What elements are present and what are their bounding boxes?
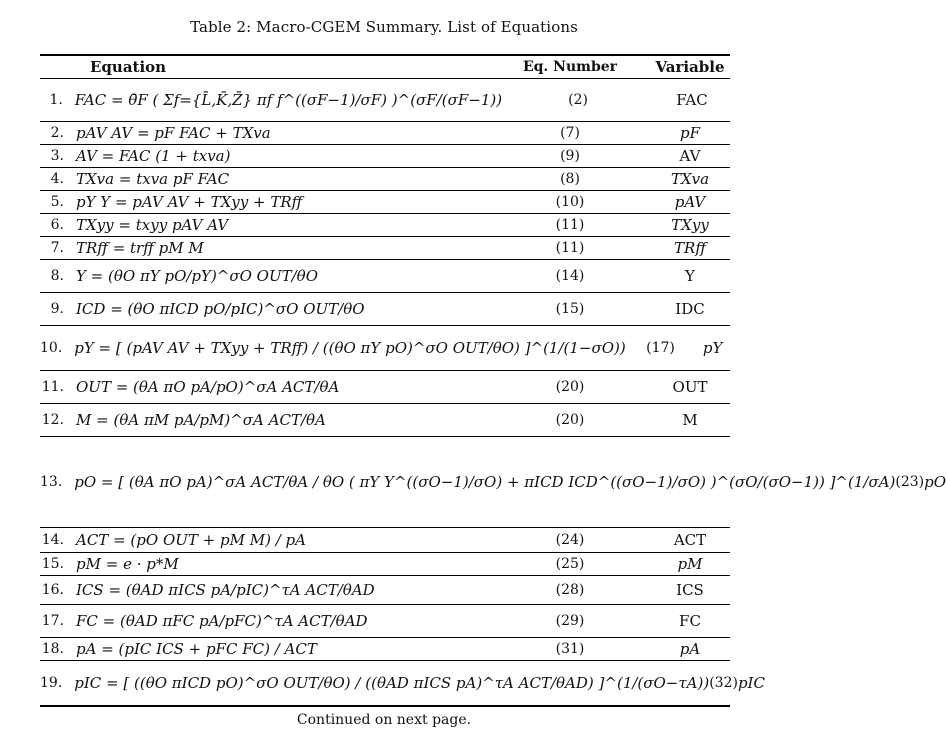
row-variable: AV <box>679 147 701 165</box>
row-equation: TXyy = txyy pAV AV <box>76 216 229 234</box>
row-number: 16. <box>41 582 64 598</box>
table-row <box>40 528 730 552</box>
table-row <box>40 576 730 604</box>
row-equation: M = (θA πM pA/pM)^σA ACT/θA <box>76 411 326 429</box>
table-row <box>40 326 730 370</box>
row-variable: M <box>682 411 698 429</box>
row-eq-number: (32) <box>709 675 738 691</box>
row-eq-number: (7) <box>560 125 580 141</box>
table-row <box>40 404 730 436</box>
table-row <box>40 260 730 292</box>
row-eq-number: (20) <box>555 412 585 428</box>
table-row <box>40 371 730 403</box>
row-variable: IDC <box>675 300 705 318</box>
continued-note: Continued on next page. <box>296 712 472 728</box>
row-eq-number: (15) <box>555 301 585 317</box>
row-eq-number: (17) <box>646 340 675 356</box>
row-number: 7. <box>50 240 64 256</box>
table-row <box>40 605 730 637</box>
row-number: 8. <box>50 268 64 284</box>
table-row <box>40 214 730 236</box>
row-variable: TXyy <box>671 216 709 234</box>
table-row <box>40 293 730 325</box>
table-row <box>40 553 730 575</box>
row-eq-number: (11) <box>555 240 585 256</box>
table-row <box>40 437 946 527</box>
row-equation: ICD = (θO πICD pO/pIC)^σO OUT/θO <box>76 300 365 318</box>
row-number: 4. <box>50 171 64 187</box>
header-equation: Equation <box>90 58 167 76</box>
row-equation: pY = [ (pAV AV + TXyy + TRff) / ((θO πY pO)^σO OUT/θO) ]^(1/(1−σO)) <box>74 339 626 357</box>
header-eq-number: Eq. Number <box>522 59 618 75</box>
row-equation: ICS = (θAD πICS pA/pIC)^τA ACT/θAD <box>76 581 375 599</box>
row-variable: ICS <box>676 581 704 599</box>
row-eq-number: (9) <box>560 148 580 164</box>
table-row <box>40 661 765 705</box>
table-row <box>40 79 730 121</box>
row-number: 13. <box>40 474 63 490</box>
row-number: 10. <box>40 340 63 356</box>
table-body <box>40 79 946 707</box>
row-eq-number: (28) <box>555 582 585 598</box>
row-eq-number: (11) <box>555 217 585 233</box>
row-variable: pF <box>679 124 700 142</box>
row-variable: pIC <box>737 674 765 692</box>
table-row <box>40 168 730 190</box>
row-number: 17. <box>41 613 64 629</box>
row-number: 11. <box>41 379 64 395</box>
row-variable: pO <box>924 473 946 491</box>
row-eq-number: (14) <box>555 268 585 284</box>
row-number: 3. <box>50 148 64 164</box>
row-equation: pY Y = pAV AV + TXyy + TRff <box>76 193 303 211</box>
row-number: 6. <box>50 217 64 233</box>
row-eq-number: (20) <box>555 379 585 395</box>
row-equation: pO = [ (θA πO pA)^σA ACT/θA / θO ( πY Y^((σO−1)/σO) + πICD ICD^((σO−1)/σO) )^(σO/(σO−1)) ]^(1/σA) <box>74 473 896 491</box>
row-equation: Y = (θO πY pO/pY)^σO OUT/θO <box>76 267 318 285</box>
row-eq-number: (10) <box>555 194 585 210</box>
row-number: 9. <box>50 301 64 317</box>
row-equation: pM = e · p*M <box>76 555 179 573</box>
row-number: 12. <box>41 412 64 428</box>
row-variable: Y <box>685 267 695 285</box>
row-equation: pAV AV = pF FAC + TXva <box>76 124 271 142</box>
row-variable: TXva <box>670 170 710 188</box>
row-variable: OUT <box>672 378 708 396</box>
row-equation: FAC = θ̄F ( Σf={L̄,K̄,Z̄} πf f^((σF−1)/σF) )^(σF/(σF−1)) <box>74 91 503 109</box>
bottom-rule <box>40 705 730 707</box>
row-number: 2. <box>50 125 64 141</box>
row-equation: ACT = (pO OUT + pM M) / pA <box>76 531 306 549</box>
table-header <box>40 56 730 78</box>
row-eq-number: (2) <box>568 92 588 108</box>
row-equation: FC = (θAD πFC pA/pFC)^τA ACT/θAD <box>76 612 368 630</box>
row-number: 5. <box>50 194 64 210</box>
table-row <box>40 191 730 213</box>
row-variable: FC <box>679 612 701 630</box>
row-eq-number: (31) <box>555 641 585 657</box>
row-equation: AV = FAC (1 + txva) <box>76 147 231 165</box>
header-variable: Variable <box>655 58 725 76</box>
row-eq-number: (8) <box>560 171 580 187</box>
row-eq-number: (25) <box>555 556 585 572</box>
row-number: 14. <box>41 532 64 548</box>
row-number: 15. <box>41 556 64 572</box>
row-eq-number: (29) <box>555 613 585 629</box>
row-variable: pA <box>679 640 701 658</box>
row-variable: pAV <box>674 193 706 211</box>
row-variable: ACT <box>673 531 707 549</box>
table-row <box>40 237 730 259</box>
table-row <box>40 122 730 144</box>
table-caption: Table 2: Macro-CGEM Summary. List of Equations <box>190 18 578 36</box>
row-equation: pA = (pIC ICS + pFC FC) / ACT <box>76 640 317 658</box>
row-equation: pIC = [ ((θO πICD pO)^σO OUT/θO) / ((θAD πICS pA)^τA ACT/θAD) ]^(1/(σO−τA)) <box>74 674 710 692</box>
table-row <box>40 145 730 167</box>
row-variable: FAC <box>676 91 708 109</box>
row-variable: TRff <box>674 239 706 257</box>
row-number: 19. <box>40 675 63 691</box>
row-equation: TXva = txva pF FAC <box>76 170 230 188</box>
row-eq-number: (23) <box>895 474 925 490</box>
row-number: 1. <box>49 92 63 108</box>
table-row <box>40 638 730 660</box>
row-variable: pY <box>702 339 723 357</box>
row-equation: TRff = trff pM M <box>76 239 204 257</box>
equations-table <box>40 54 946 707</box>
row-number: 18. <box>41 641 64 657</box>
row-eq-number: (24) <box>555 532 585 548</box>
row-equation: OUT = (θA πO pA/pO)^σA ACT/θA <box>76 378 340 396</box>
row-variable: pM <box>677 555 703 573</box>
